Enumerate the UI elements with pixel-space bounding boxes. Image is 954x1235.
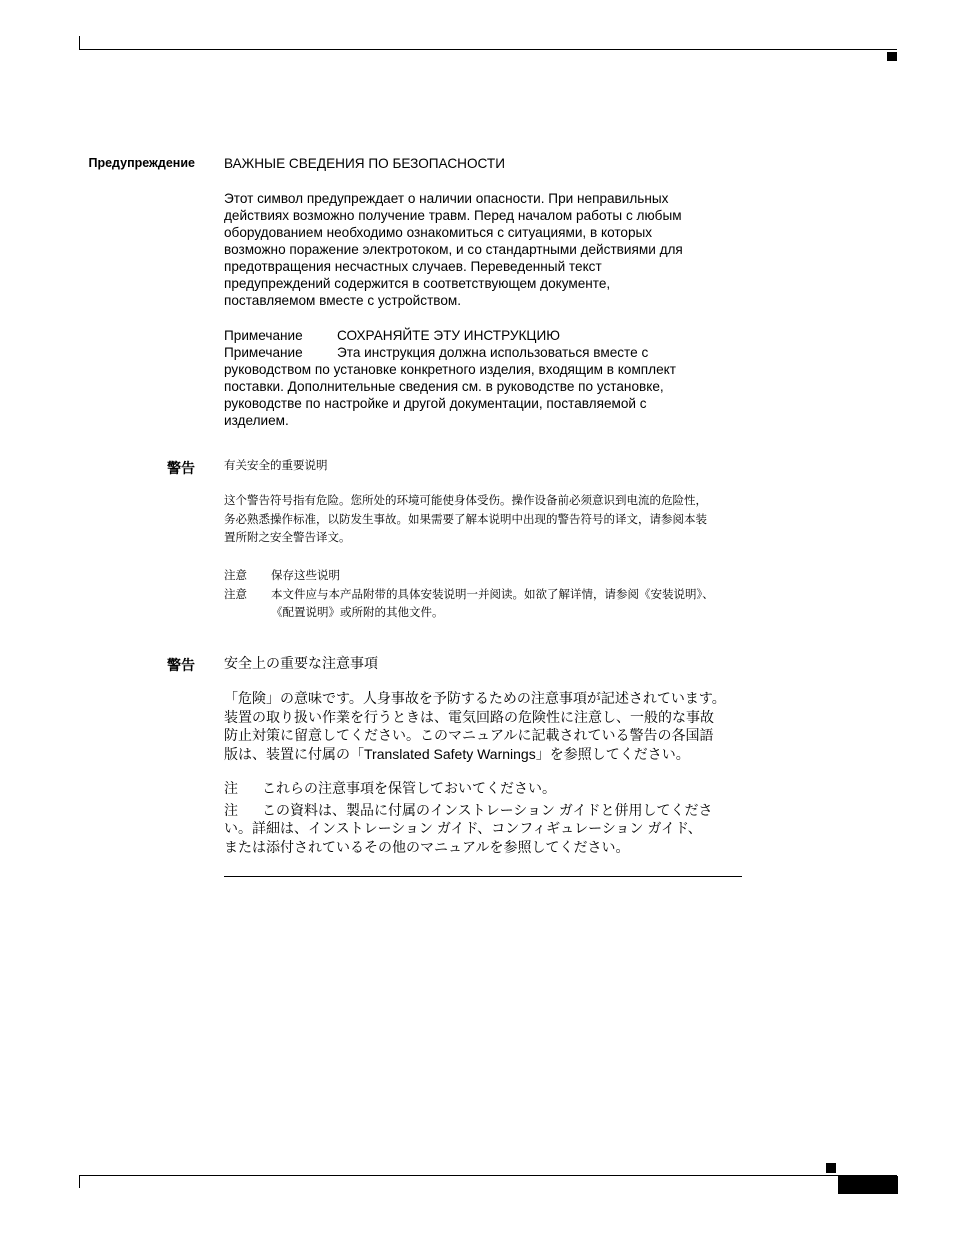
warning-label-ru: Предупреждение bbox=[88, 156, 195, 170]
header-square-mark bbox=[887, 52, 897, 61]
body-line: 装置の取り扱い作業を行うときは、電気回路の危険性に注意し、一般的な事故 bbox=[224, 708, 714, 725]
body-line: Этот символ предупреждает о наличии опасности. При неправильных bbox=[224, 191, 669, 206]
warning-label-ja: 警告 bbox=[167, 657, 195, 673]
note-label: 注 bbox=[224, 780, 238, 796]
body-line: предотвращения несчастных случаев. Переведенный текст bbox=[224, 259, 602, 274]
body-line: 版は、装置に付属の「Translated Safety Warnings」を参照してください。 bbox=[224, 745, 690, 762]
warning-body-zh bbox=[224, 492, 744, 548]
body-line: оборудованием необходимо ознакомиться с ситуациями, в которых bbox=[224, 225, 653, 240]
note-text: この資料は、製品に付属のインストレーション ガイドと併用してくださ bbox=[262, 801, 713, 818]
body-line: предупреждений содержится в соответствующем документе, bbox=[224, 276, 611, 291]
note-text: Эта инструкция должна использоваться вместе с bbox=[337, 345, 649, 360]
note-text: СОХРАНЯЙТЕ ЭТУ ИНСТРУКЦИЮ bbox=[337, 328, 560, 343]
warning-heading-zh: 有关安全的重要说明 bbox=[224, 460, 328, 472]
warning-label-zh: 警告 bbox=[167, 460, 195, 476]
note-line: い。詳細は、インストレーション ガイド、コンフィギュレーション ガイド、 bbox=[224, 820, 702, 836]
footer-corner-mark bbox=[79, 1175, 80, 1188]
notes-ja bbox=[224, 779, 744, 856]
header-rule bbox=[79, 49, 897, 50]
body-line: 这个警告符号指有危险。您所处的环境可能使身体受伤。操作设备前必须意识到电流的危险性， bbox=[224, 495, 707, 507]
note-text: 保存这些说明 bbox=[271, 570, 340, 582]
note-label: 注意 bbox=[224, 588, 247, 601]
section-end-rule bbox=[224, 876, 742, 877]
note-text: これらの注意事項を保管しておいてください。 bbox=[262, 780, 556, 796]
warning-body-ru bbox=[224, 190, 744, 309]
note-label: 注 bbox=[224, 801, 238, 818]
note-line: руководстве по настройке и другой документации, поставляемой с bbox=[224, 396, 647, 411]
note-line: 《配置说明》或所附的其他文件。 bbox=[271, 607, 444, 619]
note-label: 注意 bbox=[224, 570, 247, 582]
body-line: действиях возможно получение травм. Перед началом работы с любым bbox=[224, 208, 682, 223]
warning-heading-ru: ВАЖНЫЕ СВЕДЕНИЯ ПО БЕЗОПАСНОСТИ bbox=[224, 156, 505, 171]
note-line: поставки. Дополнительные сведения см. в руководстве по установке, bbox=[224, 379, 664, 394]
note-line: または添付されているその他のマニュアルを参照してください。 bbox=[224, 838, 630, 855]
body-line: 防止対策に留意してください。このマニュアルに記載されている警告の各国語 bbox=[224, 727, 714, 743]
body-line: 务必熟悉操作标准，以防发生事故。如果需要了解本说明中出现的警告符号的译文，请参阅本装 bbox=[224, 513, 707, 526]
body-line: возможно поражение электротоком, и со стандартными действиями для bbox=[224, 242, 683, 257]
body-line: 「危険」の意味です。人身事故を予防するための注意事項が記述されています。 bbox=[224, 690, 726, 706]
note-text: 本文件应与本产品附带的具体安装说明一并阅读。如欲了解详情，请参阅《安装说明》、 bbox=[271, 588, 714, 601]
body-line: поставляемом вместе с устройством. bbox=[224, 293, 462, 308]
note-label: Примечание bbox=[224, 345, 303, 360]
notes-ru bbox=[224, 327, 744, 429]
notes-zh bbox=[224, 567, 744, 623]
note-line: руководством по установке конкретного изделия, входящим в комплект bbox=[224, 362, 676, 377]
header-corner-mark bbox=[79, 36, 80, 50]
warning-body-ja bbox=[224, 689, 744, 763]
note-label: Примечание bbox=[224, 328, 303, 343]
warning-heading-ja: 安全上の重要な注意事項 bbox=[224, 655, 378, 671]
footer-square-mark bbox=[826, 1163, 836, 1173]
footer-rule bbox=[79, 1175, 897, 1176]
note-line: изделием. bbox=[224, 413, 289, 428]
page-number-tab bbox=[838, 1176, 898, 1194]
body-line: 置所附之安全警告译文。 bbox=[224, 532, 351, 544]
